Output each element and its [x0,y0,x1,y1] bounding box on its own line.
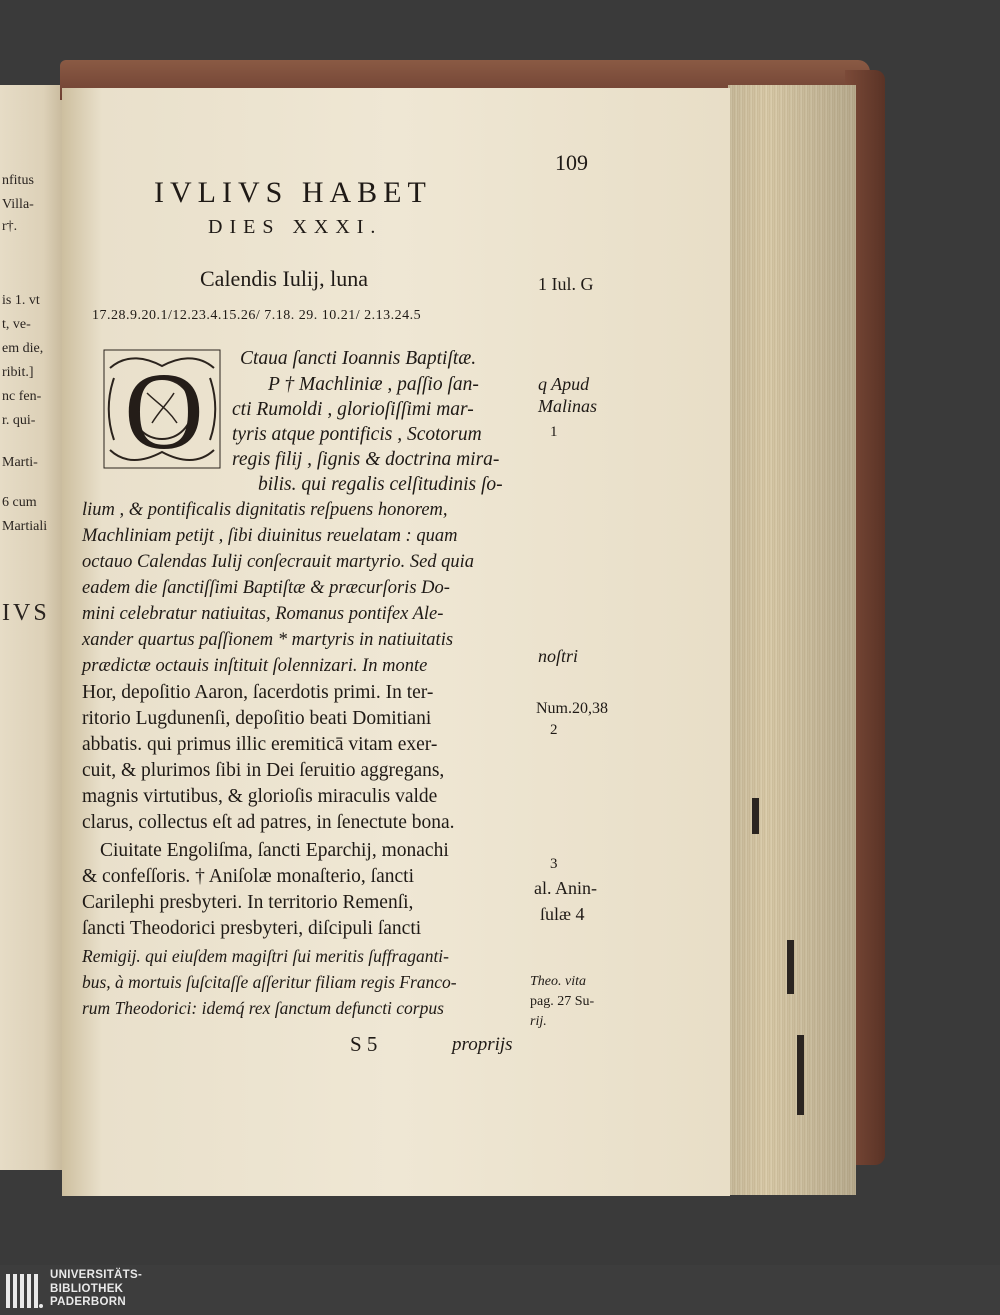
body-text-line: tyris atque pontificis , Scotorum [232,424,482,445]
body-text-line: Carilephi presbyteri. In territorio Remenſi, [82,892,414,913]
body-text-line: rum Theodorici: idemq́ rex ſanctum defuncti corpus [82,998,444,1018]
left-page-line: r†. [2,219,18,234]
body-text-line: bus, à mortuis ſuſcitaſſe aſſeritur filiam regis Franco- [82,972,457,992]
margin-note: pag. 27 Su- [530,994,595,1009]
page-number: 109 [555,150,588,175]
body-text-line: Hor, depoſitio Aaron, ſacerdotis primi. In ter- [82,682,434,703]
left-page-line: ribit.] [2,365,34,380]
body-text-line: Remigij. qui eiuſdem magiſtri ſui meritis ſuffraganti- [82,946,449,966]
margin-note: rij. [530,1014,547,1029]
library-logo-text [50,1269,142,1310]
left-page-line: Villa- [2,197,34,212]
drop-cap-initial: O [124,350,204,472]
left-page-line: Marti- [2,455,38,470]
left-page-line: IVS [2,600,50,626]
body-text-line: clarus, collectus eſt ad patres, in ſenectute bona. [82,812,455,833]
library-logo-icon [4,1268,44,1312]
margin-note: 1 Iul. G [538,274,594,294]
body-text-line: cuit, & plurimos ſibi in Dei ſeruitio aggregans, [82,760,445,781]
body-text-line: abbatis. qui primus illic eremiticā vitam exer- [82,734,438,755]
body-text-line: octauo Calendas Iulij conſecrauit martyrio. Sed quia [82,552,475,572]
lunar-cycle-numbers: 17.28.9.20.1/12.23.4.15.26/ 7.18. 29. 10.21/ 2.13.24.5 [92,308,422,323]
body-text-line: xander quartus paſſionem * martyris in natiuitatis [82,630,454,650]
page-subtitle: DIES XXXI. [208,216,383,238]
left-facing-page [0,85,62,1170]
footer-bar [0,1265,1000,1315]
body-text-line: ſancti Theodorici presbyteri, diſcipuli ſancti [82,918,422,939]
margin-note: noſtri [538,646,579,666]
body-text-line: & confeſſoris. † Aniſolæ monaſterio, ſancti [82,866,414,887]
body-text-line: mini celebratur natiuitas, Romanus pontifex Ale- [82,604,444,624]
margin-note: q Apud [538,374,590,394]
logo-line: BIBLIOTHEK [50,1282,124,1295]
page-tab-marker [787,940,794,994]
margin-note: Theo. vita [530,974,586,989]
logo-line: UNIVERSITÄTS- [50,1269,143,1281]
left-page-line: t, ve- [2,317,31,332]
margin-note: 1 [550,424,558,440]
body-text-line: bilis. qui regalis celſitudinis ſo- [258,474,503,495]
book-page [62,88,730,1196]
body-text-line: regis filij , ſignis & doctrina mira- [232,449,500,470]
margin-note: 2 [550,722,558,738]
body-text-line: lium , & pontificalis dignitatis reſpuens honorem, [82,500,448,520]
body-text-line: P † Machliniæ , paſſio ſan- [268,374,479,395]
left-page-line: 6 cum [2,495,37,510]
left-page-line: Martiali [2,519,48,534]
calendis-heading: Calendis Iulij, luna [200,266,369,291]
margin-note: Malinas [538,396,598,416]
left-page-line: nc fen- [2,389,42,404]
body-text-line: eadem die ſanctiſſimi Baptiſtæ & præcurſoris Do- [82,578,450,598]
left-page-line: is 1. vt [2,293,40,308]
page-edges-shade [728,85,856,1195]
signature-mark: S 5 [350,1032,378,1056]
body-text-line: Ciuitate Engoliſma, ſancti Eparchij, monachi [100,840,449,861]
left-page-line: r. qui- [2,413,36,428]
margin-note: ſulæ 4 [540,904,585,924]
catchword: proprijs [452,1034,513,1055]
margin-note: al. Anin- [534,878,597,898]
body-text-line: cti Rumoldi , glorioſiſſimi mar- [232,399,474,420]
margin-note: 3 [550,856,558,872]
page-title: IVLIVS HABET [154,176,432,209]
margin-note: Num.20,38 [536,700,608,717]
page-tab-marker [752,798,759,834]
left-page-line: em die, [2,341,44,356]
logo-line: PADERBORN [50,1296,126,1308]
body-text-line: magnis virtutibus, & glorioſis miraculis valde [82,786,438,807]
left-page-line: nfitus [2,173,34,188]
body-text-line: ritorio Lugdunenſi, depoſitio beati Domitiani [82,708,432,729]
body-text-line: prædictæ octauis inſtituit ſolennizari. In monte [82,656,428,676]
body-text-line: Ctaua ſancti Ioannis Baptiſtæ. [240,348,477,369]
body-text-line: Machliniam petijt , ſibi diuinitus reuelatam : quam [82,526,458,546]
page-tab-marker [797,1035,804,1115]
